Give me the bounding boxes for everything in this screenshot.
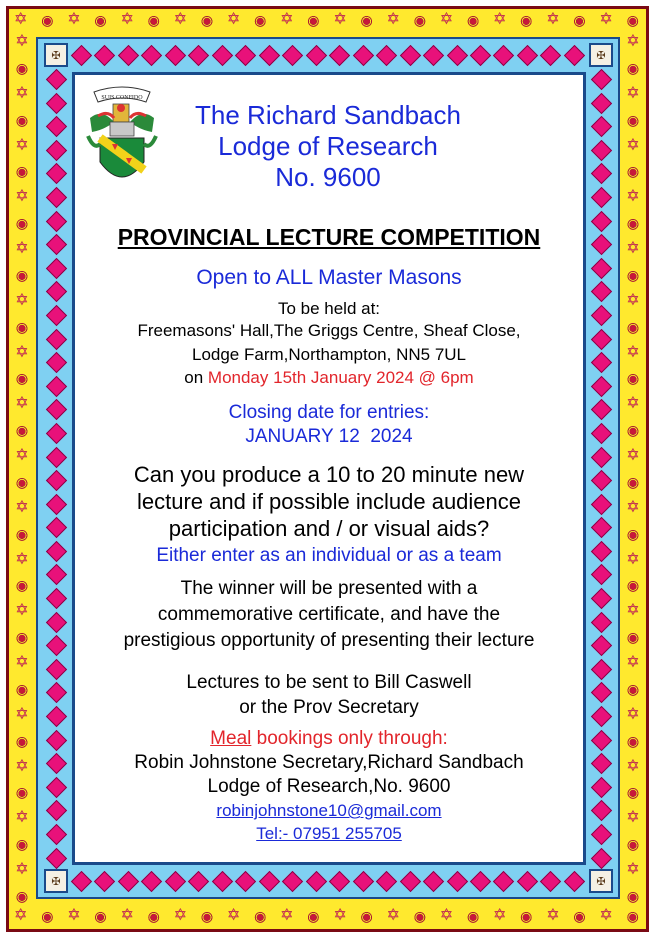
star-icon: ✡ (626, 343, 640, 361)
diamond-icon (45, 824, 66, 845)
diamond-icon (188, 44, 209, 65)
eligibility-line: Open to ALL Master Masons (196, 266, 462, 289)
star-icon: ✡ (15, 136, 29, 154)
diamond-icon (329, 44, 350, 65)
diamond-icon (590, 659, 611, 680)
diamond-icon (590, 494, 611, 515)
star-icon: ◉ (626, 732, 640, 749)
star-icon: ◉ (466, 12, 480, 28)
star-icon: ✡ (15, 498, 29, 516)
email-link[interactable]: robinjohnstone10@gmail.com (216, 801, 442, 820)
challenge-line2: lecture and if possible include audience (136, 489, 522, 514)
diamond-icon (590, 140, 611, 161)
diamond-icon (45, 69, 66, 90)
diamond-icon (590, 541, 611, 562)
prize-line3: prestigious opportunity of presenting their lecture (123, 630, 535, 651)
star-icon: ✡ (15, 447, 29, 464)
star-icon: ✡ (626, 550, 640, 568)
star-column-left (11, 34, 33, 904)
diamond-icon (353, 44, 374, 65)
diamond-icon (590, 210, 611, 231)
star-icon: ◉ (626, 12, 639, 28)
star-icon: ◉ (626, 59, 640, 76)
star-icon: ✡ (626, 291, 640, 309)
diamond-icon (590, 234, 611, 255)
event-date-prefix: on (184, 368, 208, 387)
diamond-icon (45, 352, 66, 373)
diamond-icon (399, 870, 420, 891)
masonic-crest-icon (84, 84, 160, 196)
star-icon: ◉ (626, 422, 640, 439)
star-row-top (14, 9, 639, 31)
corner-crest-icon: ✠ (589, 43, 613, 67)
diamond-icon (446, 870, 467, 891)
venue-address-line2: Lodge Farm,Northampton, NN5 7UL (191, 345, 467, 364)
diamond-icon (235, 870, 256, 891)
diamond-icon (45, 800, 66, 821)
diamond-icon (590, 470, 611, 491)
diamond-icon (71, 870, 92, 891)
star-icon: ◉ (360, 908, 373, 924)
diamond-icon (590, 564, 611, 585)
star-icon: ✡ (333, 907, 347, 924)
star-icon: ✡ (173, 11, 188, 28)
star-icon: ◉ (573, 908, 586, 924)
star-icon: ✡ (492, 907, 507, 924)
star-icon: ◉ (200, 12, 214, 28)
diamond-icon (45, 541, 66, 562)
star-icon: ✡ (626, 602, 640, 620)
diamond-icon (590, 423, 611, 444)
corner-crest-icon: ✠ (589, 869, 613, 893)
diamond-icon (590, 635, 611, 656)
diamond-icon (45, 753, 66, 774)
lodge-name-line2: Lodge of Research (218, 131, 438, 161)
diamond-icon (45, 281, 66, 302)
star-icon: ◉ (254, 12, 267, 28)
star-icon: ✡ (386, 907, 400, 924)
diamond-icon (590, 824, 611, 845)
diamond-icon (423, 44, 444, 65)
star-icon: ◉ (15, 732, 29, 749)
star-icon: ✡ (15, 291, 29, 309)
star-icon: ✡ (599, 11, 613, 28)
diamond-icon (590, 281, 611, 302)
star-icon: ✡ (626, 705, 640, 723)
diamond-icon (590, 588, 611, 609)
star-icon: ◉ (147, 908, 160, 924)
star-icon: ✡ (280, 907, 294, 924)
diamond-icon (45, 635, 66, 656)
star-icon: ✡ (626, 84, 640, 102)
diamond-icon (118, 44, 139, 65)
star-icon: ✡ (626, 654, 640, 671)
email-line (72, 801, 586, 821)
star-column-right (622, 34, 644, 904)
diamond-icon (45, 659, 66, 680)
star-icon: ✡ (15, 654, 29, 671)
star-icon: ◉ (15, 59, 29, 76)
star-icon: ◉ (254, 908, 267, 924)
diamond-icon (376, 870, 397, 891)
star-icon: ◉ (573, 12, 586, 28)
star-icon: ✡ (120, 907, 134, 924)
challenge-line3: participation and / or visual aids? (168, 516, 490, 541)
closing-date: JANUARY 12 2024 (245, 426, 413, 447)
star-icon: ✡ (173, 907, 188, 924)
competition-title: PROVINCIAL LECTURE COMPETITION (117, 224, 541, 250)
star-icon: ✡ (15, 602, 29, 620)
diamond-icon (353, 870, 374, 891)
star-icon: ◉ (15, 163, 29, 180)
star-icon: ◉ (15, 370, 29, 387)
star-icon: ✡ (226, 907, 241, 924)
diamond-icon (94, 44, 115, 65)
star-icon: ✡ (15, 240, 29, 257)
diamond-icon (590, 753, 611, 774)
diamond-icon (590, 800, 611, 821)
diamond-icon (590, 69, 611, 90)
diamond-icon (590, 777, 611, 798)
prize-line1: The winner will be presented with a (180, 578, 478, 599)
diamond-icon (45, 234, 66, 255)
star-icon: ✡ (492, 11, 507, 28)
star-icon: ◉ (413, 908, 426, 924)
star-icon: ◉ (626, 163, 640, 180)
star-icon: ◉ (413, 12, 426, 28)
star-icon: ✡ (14, 907, 28, 924)
entry-mode: Either enter as an individual or as a team (156, 545, 502, 566)
contact-line2: Lodge of Research,No. 9600 (207, 776, 451, 797)
star-icon: ◉ (626, 266, 640, 283)
diamond-icon (259, 870, 280, 891)
diamond-icon (45, 706, 66, 727)
star-icon: ✡ (15, 84, 29, 102)
star-icon: ✡ (120, 11, 134, 28)
star-icon: ◉ (520, 908, 533, 924)
diamond-icon (118, 870, 139, 891)
diamond-icon (590, 92, 611, 113)
venue-address-line1: Freemasons' Hall,The Griggs Centre, Sheaf Close, (137, 321, 521, 340)
diamond-icon (45, 140, 66, 161)
star-icon: ◉ (41, 12, 54, 28)
star-icon: ✡ (626, 136, 640, 154)
diamond-icon (94, 870, 115, 891)
crest-motto: SUIS CONFIDO (101, 95, 143, 101)
star-icon: ◉ (626, 370, 640, 387)
corner-crest-icon: ✠ (44, 43, 68, 67)
star-icon: ◉ (15, 784, 29, 801)
prize-line2: commemorative certificate, and have the (157, 604, 501, 625)
star-icon: ✡ (439, 907, 454, 924)
star-icon: ◉ (307, 908, 320, 924)
diamond-icon (141, 870, 162, 891)
star-icon: ✡ (626, 240, 640, 257)
star-icon: ◉ (626, 473, 640, 490)
diamond-icon (540, 870, 561, 891)
diamond-icon (564, 44, 585, 65)
star-icon: ◉ (147, 12, 160, 28)
star-icon: ◉ (626, 784, 640, 801)
diamond-icon (590, 116, 611, 137)
venue-intro: To be held at: (277, 299, 381, 318)
star-icon: ◉ (15, 111, 29, 128)
star-icon: ◉ (520, 12, 533, 28)
challenge-line1: Can you produce a 10 to 20 minute new (133, 462, 525, 487)
star-icon: ◉ (15, 836, 29, 853)
diamond-icon (399, 44, 420, 65)
star-icon: ✡ (15, 861, 29, 878)
star-icon: ✡ (626, 757, 640, 775)
diamond-icon (590, 706, 611, 727)
diamond-icon (493, 870, 514, 891)
contact-line1: Robin Johnstone Secretary,Richard Sandbach (134, 752, 524, 773)
diamond-icon (45, 847, 66, 868)
star-icon: ◉ (466, 908, 480, 924)
event-date: Monday 15th January 2024 @ 6pm (207, 368, 474, 387)
star-icon: ◉ (15, 680, 29, 697)
diamond-icon (235, 44, 256, 65)
diamond-icon (45, 258, 66, 279)
closing-date-label: Closing date for entries: (228, 402, 430, 423)
star-icon: ✡ (626, 188, 640, 206)
star-icon: ✡ (280, 11, 294, 28)
star-icon: ✡ (15, 188, 29, 206)
star-icon: ◉ (15, 629, 29, 646)
star-icon: ◉ (307, 12, 320, 28)
diamond-icon (493, 44, 514, 65)
star-icon: ◉ (360, 12, 373, 28)
star-icon: ✡ (626, 498, 640, 516)
diamond-icon (446, 44, 467, 65)
star-icon: ✡ (626, 809, 640, 827)
star-icon: ✡ (14, 11, 28, 28)
diamond-icon (45, 305, 66, 326)
diamond-icon (45, 730, 66, 751)
diamond-icon (282, 870, 303, 891)
star-icon: ✡ (439, 11, 454, 28)
event-date-line (72, 368, 586, 388)
diamond-icon (165, 870, 186, 891)
star-icon: ✡ (15, 757, 29, 775)
diamond-icon (590, 730, 611, 751)
star-icon: ✡ (15, 395, 29, 413)
diamond-icon (470, 44, 491, 65)
star-icon: ✡ (67, 907, 81, 924)
diamond-icon (45, 187, 66, 208)
star-icon: ✡ (15, 705, 29, 723)
diamond-icon (470, 870, 491, 891)
star-icon: ✡ (546, 11, 560, 28)
diamond-icon (71, 44, 92, 65)
diamond-icon (282, 44, 303, 65)
diamond-icon (590, 352, 611, 373)
diamond-icon (517, 870, 538, 891)
diamond-icon (45, 517, 66, 538)
diamond-icon (45, 92, 66, 113)
diamond-icon (590, 682, 611, 703)
star-icon: ✡ (226, 11, 241, 28)
diamond-column-right (589, 72, 613, 866)
corner-crest-icon: ✠ (44, 869, 68, 893)
diamond-icon (45, 494, 66, 515)
diamond-icon (306, 44, 327, 65)
diamond-icon (45, 399, 66, 420)
star-icon: ◉ (626, 680, 640, 697)
diamond-icon (45, 564, 66, 585)
diamond-icon (517, 44, 538, 65)
diamond-icon (212, 44, 233, 65)
star-icon: ◉ (626, 215, 640, 232)
phone-link[interactable]: Tel:- 07951 255705 (256, 824, 402, 843)
diamond-icon (45, 612, 66, 633)
diamond-icon (45, 470, 66, 491)
star-icon: ✡ (546, 907, 560, 924)
diamond-icon (45, 777, 66, 798)
diamond-row-bottom (74, 869, 582, 893)
diamond-icon (564, 870, 585, 891)
star-icon: ◉ (626, 908, 639, 924)
diamond-icon (45, 682, 66, 703)
star-icon: ◉ (626, 887, 640, 904)
tel-line (72, 824, 586, 844)
star-icon: ◉ (15, 215, 29, 232)
meal-word: Meal (210, 728, 252, 749)
diamond-icon (540, 44, 561, 65)
star-icon: ◉ (94, 908, 107, 924)
diamond-icon (329, 870, 350, 891)
star-icon: ◉ (626, 629, 640, 646)
submission-line2: or the Prov Secretary (239, 697, 419, 718)
star-icon: ◉ (15, 577, 29, 594)
star-icon: ✡ (15, 550, 29, 568)
star-row-bottom (14, 905, 639, 927)
diamond-icon (45, 446, 66, 467)
diamond-icon (45, 328, 66, 349)
submission-line1: Lectures to be sent to Bill Caswell (186, 672, 472, 693)
star-icon: ✡ (67, 11, 81, 28)
star-icon: ✡ (599, 907, 613, 924)
star-icon: ◉ (626, 318, 640, 335)
diamond-icon (590, 163, 611, 184)
star-icon: ◉ (41, 908, 54, 924)
diamond-icon (590, 258, 611, 279)
diamond-column-left (44, 72, 68, 866)
star-icon: ◉ (200, 908, 214, 924)
star-icon: ✡ (15, 33, 29, 50)
diamond-icon (188, 870, 209, 891)
star-icon: ✡ (626, 33, 640, 50)
diamond-icon (590, 612, 611, 633)
star-icon: ✡ (626, 395, 640, 413)
star-icon: ✡ (15, 343, 29, 361)
meal-booking-text: bookings only through: (251, 728, 448, 749)
diamond-icon (45, 376, 66, 397)
diamond-icon (45, 210, 66, 231)
diamond-icon (165, 44, 186, 65)
star-icon: ◉ (626, 525, 640, 542)
meal-booking-line (72, 728, 586, 750)
diamond-icon (45, 588, 66, 609)
star-icon: ◉ (15, 422, 29, 439)
diamond-icon (376, 44, 397, 65)
diamond-icon (590, 399, 611, 420)
star-icon: ◉ (94, 12, 107, 28)
star-icon: ✡ (386, 11, 400, 28)
diamond-icon (590, 187, 611, 208)
star-icon: ✡ (626, 447, 640, 464)
lodge-number: No. 9600 (275, 162, 381, 192)
diamond-icon (45, 116, 66, 137)
star-icon: ◉ (626, 836, 640, 853)
diamond-icon (141, 44, 162, 65)
diamond-icon (590, 446, 611, 467)
diamond-icon (423, 870, 444, 891)
star-icon: ◉ (15, 473, 29, 490)
star-icon: ✡ (333, 11, 347, 28)
star-icon: ◉ (626, 111, 640, 128)
star-icon: ◉ (15, 525, 29, 542)
diamond-icon (306, 870, 327, 891)
star-icon: ◉ (15, 887, 29, 904)
diamond-icon (590, 328, 611, 349)
diamond-icon (259, 44, 280, 65)
star-icon: ◉ (15, 266, 29, 283)
star-icon: ◉ (626, 577, 640, 594)
diamond-icon (590, 847, 611, 868)
diamond-row-top (74, 43, 582, 67)
star-icon: ✡ (626, 861, 640, 878)
diamond-icon (590, 376, 611, 397)
lodge-name-line1: The Richard Sandbach (195, 100, 461, 130)
diamond-icon (45, 423, 66, 444)
diamond-icon (590, 305, 611, 326)
star-icon: ◉ (15, 318, 29, 335)
diamond-icon (590, 517, 611, 538)
star-icon: ✡ (15, 809, 29, 827)
diamond-icon (212, 870, 233, 891)
diamond-icon (45, 163, 66, 184)
